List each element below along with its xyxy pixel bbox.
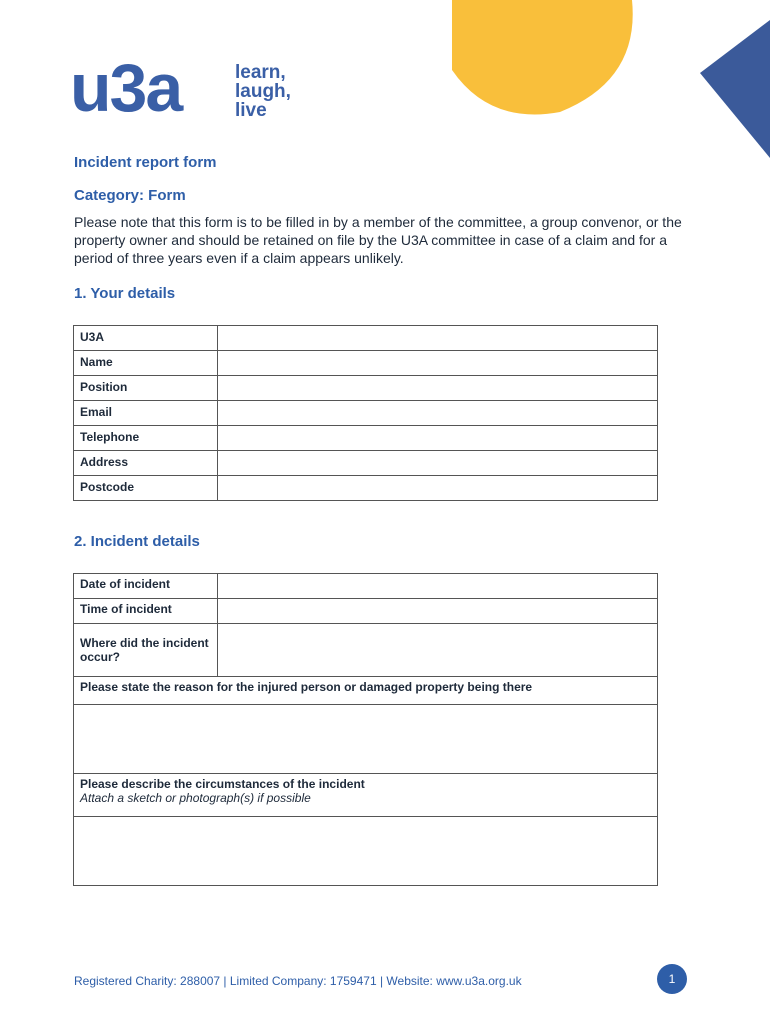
row-label: Name xyxy=(74,351,218,376)
reason-field[interactable] xyxy=(74,705,658,774)
table-row xyxy=(74,677,658,705)
logo-brand: u3a xyxy=(70,50,182,125)
section-incident-details-heading: 2. Incident details xyxy=(74,533,200,550)
incident-details-table xyxy=(73,573,658,886)
footer-text: Registered Charity: 288007 | Limited Company: 1759471 | Website: www.u3a.org.uk xyxy=(74,974,522,988)
logo-tagline-1: learn, xyxy=(235,62,286,83)
your-details-table xyxy=(73,325,658,501)
table-row xyxy=(74,705,658,774)
time-field[interactable] xyxy=(218,599,658,624)
circumstances-label: Please describe the circumstances of the incident xyxy=(80,777,365,791)
circumstances-field[interactable] xyxy=(74,817,658,886)
address-field[interactable] xyxy=(218,451,658,476)
intro-text: Please note that this form is to be filled in by a member of the committee, a group convenor, or the property owner and should be retained on file by the U3A committee in case of a claim and for a period of three years even if a claim appears unlikely. xyxy=(74,214,682,266)
u3a-field[interactable] xyxy=(218,326,658,351)
table-row xyxy=(74,574,658,599)
row-label: Position xyxy=(74,376,218,401)
position-field[interactable] xyxy=(218,376,658,401)
page-number-badge: 1 xyxy=(657,964,687,994)
circumstances-label-cell xyxy=(74,774,658,817)
table-row xyxy=(74,624,658,677)
table-row xyxy=(74,476,658,501)
table-row xyxy=(74,451,658,476)
table-row xyxy=(74,426,658,451)
telephone-field[interactable] xyxy=(218,426,658,451)
table-row xyxy=(74,376,658,401)
name-field[interactable] xyxy=(218,351,658,376)
row-label: Postcode xyxy=(74,476,218,501)
form-category: Category: Form xyxy=(74,187,186,204)
blue-triangle-shape xyxy=(700,20,770,158)
postcode-field[interactable] xyxy=(218,476,658,501)
where-field[interactable] xyxy=(218,624,658,677)
table-row xyxy=(74,351,658,376)
u3a-logo xyxy=(70,45,310,125)
reason-label: Please state the reason for the injured person or damaged property being there xyxy=(74,677,658,705)
form-title: Incident report form xyxy=(74,154,217,171)
row-label: Telephone xyxy=(74,426,218,451)
row-label: U3A xyxy=(74,326,218,351)
yellow-semicircle-shape xyxy=(452,0,633,114)
table-row xyxy=(74,774,658,817)
row-label: Address xyxy=(74,451,218,476)
section-your-details-heading: 1. Your details xyxy=(74,285,176,302)
date-field[interactable] xyxy=(218,574,658,599)
table-row xyxy=(74,326,658,351)
table-row xyxy=(74,401,658,426)
table-row xyxy=(74,599,658,624)
table-row xyxy=(74,817,658,886)
circumstances-note: Attach a sketch or photograph(s) if possible xyxy=(80,791,311,805)
date-label: Date of incident xyxy=(74,574,218,599)
email-field[interactable] xyxy=(218,401,658,426)
row-label: Email xyxy=(74,401,218,426)
logo-tagline-2: laugh, xyxy=(235,81,291,102)
logo-tagline-3: live xyxy=(235,100,267,121)
where-label: Where did the incident occur? xyxy=(74,624,218,677)
time-label: Time of incident xyxy=(74,599,218,624)
